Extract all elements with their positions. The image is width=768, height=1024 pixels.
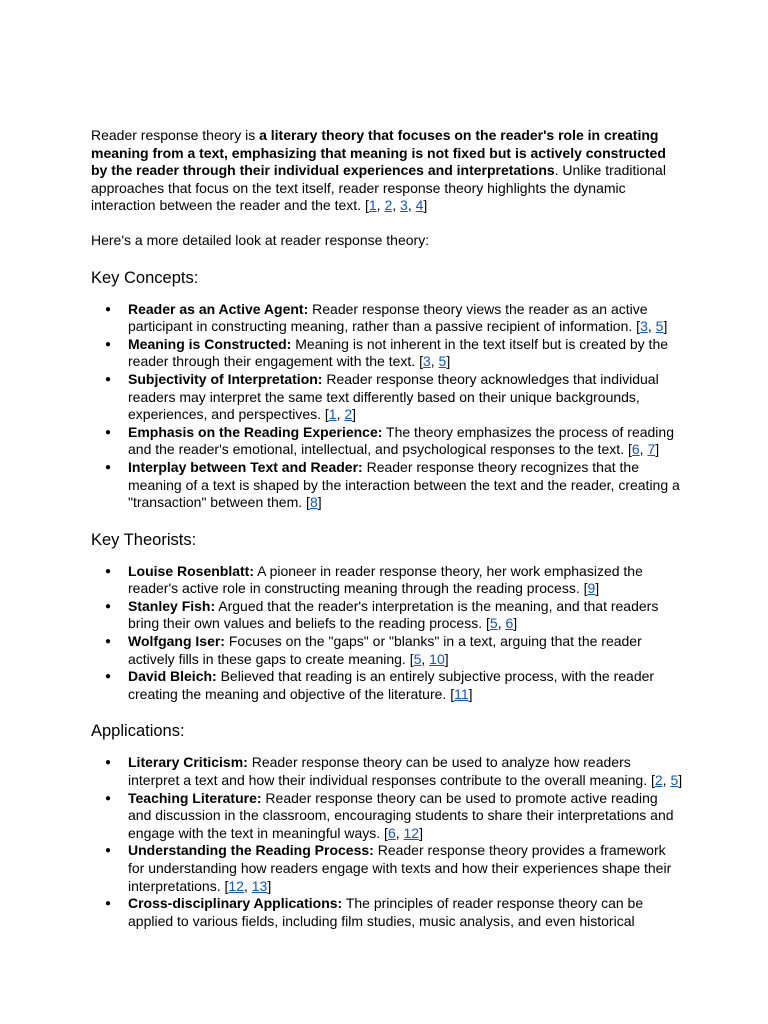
citation-group: [3, 5] (415, 353, 451, 370)
citation-link[interactable]: 6 (631, 441, 640, 458)
bullet-list (91, 301, 683, 512)
list-item (91, 842, 683, 895)
citation-group: [1, 2] (321, 406, 357, 423)
item-term: Wolfgang Iser: (128, 633, 225, 650)
citation-link[interactable]: 2 (344, 406, 353, 423)
item-description: Reader response theory views the reader as an active participant in constructing meaning, rather than a passive recipient of information. (128, 300, 648, 335)
list-item (91, 371, 683, 424)
bullet-list (91, 563, 683, 704)
item-term: Cross-disciplinary Applications: (128, 895, 343, 912)
citation-group: [9] (579, 580, 600, 597)
document-body (91, 127, 683, 948)
item-description: Reader response theory provides a framework for understanding how readers engage with texts and how their experiences shape their interpretations. (128, 842, 672, 894)
intro-paragraph (91, 127, 683, 215)
citation-link[interactable]: 11 (454, 685, 469, 702)
list-item (91, 301, 683, 336)
bullet-list (91, 754, 683, 930)
citation-group: [8] (302, 494, 322, 511)
item-term: Louise Rosenblatt: (128, 562, 255, 579)
citation-group: [6, 7] (624, 441, 660, 458)
list-item (91, 895, 683, 930)
citation-link[interactable]: 5 (413, 650, 422, 667)
citation-link[interactable]: 10 (429, 650, 445, 667)
citation-link[interactable]: 6 (505, 615, 514, 632)
citation-group: [5, 10] (405, 650, 449, 667)
intro-definition: a literary theory that focuses on the reader's role in creating meaning from a text, emphasizing that meaning is not fixed but is actively constructed by the reader through their individual experiences and interpretations (91, 127, 666, 179)
lead-sentence: Here's a more detailed look at reader response theory: (91, 231, 430, 248)
item-term: Interplay between Text and Reader: (128, 458, 363, 475)
citation-link[interactable]: 12 (228, 877, 244, 894)
item-term: Emphasis on the Reading Experience: (128, 423, 383, 440)
citation-link[interactable]: 13 (251, 877, 268, 894)
item-description: Reader response theory recognizes that the meaning of a text is shaped by the interaction between the text and the reader, creating a "transaction" between them. (128, 458, 680, 511)
citation-link[interactable]: 3 (640, 318, 648, 335)
citation-link[interactable]: 5 (655, 318, 664, 335)
citation-group: [5, 6] (482, 615, 518, 632)
citation-link[interactable]: 2 (384, 197, 393, 214)
item-description: Reader response theory acknowledges that individual readers may interpret the same text differently based on their unique backgrounds, experiences, and perspectives. (128, 370, 659, 423)
item-term: Stanley Fish: (128, 597, 216, 614)
list-item (91, 598, 683, 633)
citation-link[interactable]: 7 (647, 441, 656, 458)
citation-link[interactable]: 5 (489, 615, 498, 632)
item-term: Reader as an Active Agent: (128, 300, 309, 317)
citation-link[interactable]: 9 (587, 580, 596, 597)
list-item (91, 790, 683, 843)
citation-group: [1, 2, 3, 4] (364, 197, 428, 214)
citation-link[interactable]: 1 (328, 406, 337, 423)
item-description: Reader response theory can be used to analyze how readers interpret a text and how their individual responses contribute to the overall meaning. (128, 754, 648, 789)
item-description: The principles of reader response theory can be applied to various fields, including film studies, music analysis, and even historical (128, 895, 644, 929)
list-item (91, 563, 683, 598)
citation-group: [3, 5] (632, 318, 668, 335)
item-term: David Bleich: (128, 668, 217, 685)
list-item (91, 459, 683, 512)
citation-group: [6, 12] (380, 824, 423, 841)
item-description: The theory emphasizes the process of reading and the reader's emotional, intellectual, and psychological responses to the text. (128, 423, 674, 458)
item-description: Argued that the reader's interpretation is the meaning, and that readers bring their own values and beliefs to the reading process. (128, 597, 659, 632)
list-item (91, 336, 683, 371)
item-description: Believed that reading is an entirely subjective process, with the reader creating the meaning and objective of the literature. (128, 668, 655, 702)
citation-link[interactable]: 3 (400, 197, 408, 214)
item-description: A pioneer in reader response theory, her work emphasized the reader's active role in constructing meaning through the reading process. (128, 562, 643, 597)
list-item (91, 633, 683, 668)
citation-link[interactable]: 6 (387, 824, 396, 841)
section-heading: Applications: (91, 722, 185, 741)
intro-text: Reader response theory is (91, 127, 260, 143)
citation-link[interactable]: 5 (670, 772, 679, 789)
citation-group: [2, 5] (647, 772, 683, 789)
item-term: Meaning is Constructed: (128, 335, 292, 352)
item-description: Reader response theory can be used to promote active reading and discussion in the classroom, encouraging students to share their interpretations and engage with the text in meaningful ways. (128, 789, 674, 841)
item-description: Focuses on the "gaps" or "blanks" in a text, arguing that the reader actively fills in these gaps to create meaning. (128, 633, 642, 667)
intro-text-continued: . Unlike traditional approaches that focus on the text itself, reader response theory highlights the dynamic interaction between the reader and the text. (91, 162, 666, 214)
item-term: Subjectivity of Interpretation: (128, 370, 323, 387)
section-heading: Key Concepts: (91, 268, 199, 287)
citation-group: [12, 13] (220, 877, 272, 894)
sections-container (91, 268, 683, 931)
citation-link[interactable]: 1 (368, 197, 377, 214)
citation-link[interactable]: 2 (654, 772, 663, 789)
section-heading: Key Theorists: (91, 530, 197, 549)
item-term: Teaching Literature: (128, 789, 262, 806)
citation-group: [11] (446, 685, 473, 702)
citation-link[interactable]: 4 (415, 197, 424, 214)
list-item (91, 424, 683, 459)
citation-link[interactable]: 5 (438, 353, 447, 370)
citation-link[interactable]: 12 (403, 824, 420, 841)
item-term: Literary Criticism: (128, 754, 248, 771)
citation-link[interactable]: 3 (422, 353, 431, 370)
list-item (91, 754, 683, 789)
citation-link[interactable]: 8 (309, 494, 318, 511)
item-term: Understanding the Reading Process: (128, 842, 374, 859)
list-item (91, 668, 683, 703)
item-description: Meaning is not inherent in the text itself but is created by the reader through their engagement with the text. (128, 335, 669, 370)
